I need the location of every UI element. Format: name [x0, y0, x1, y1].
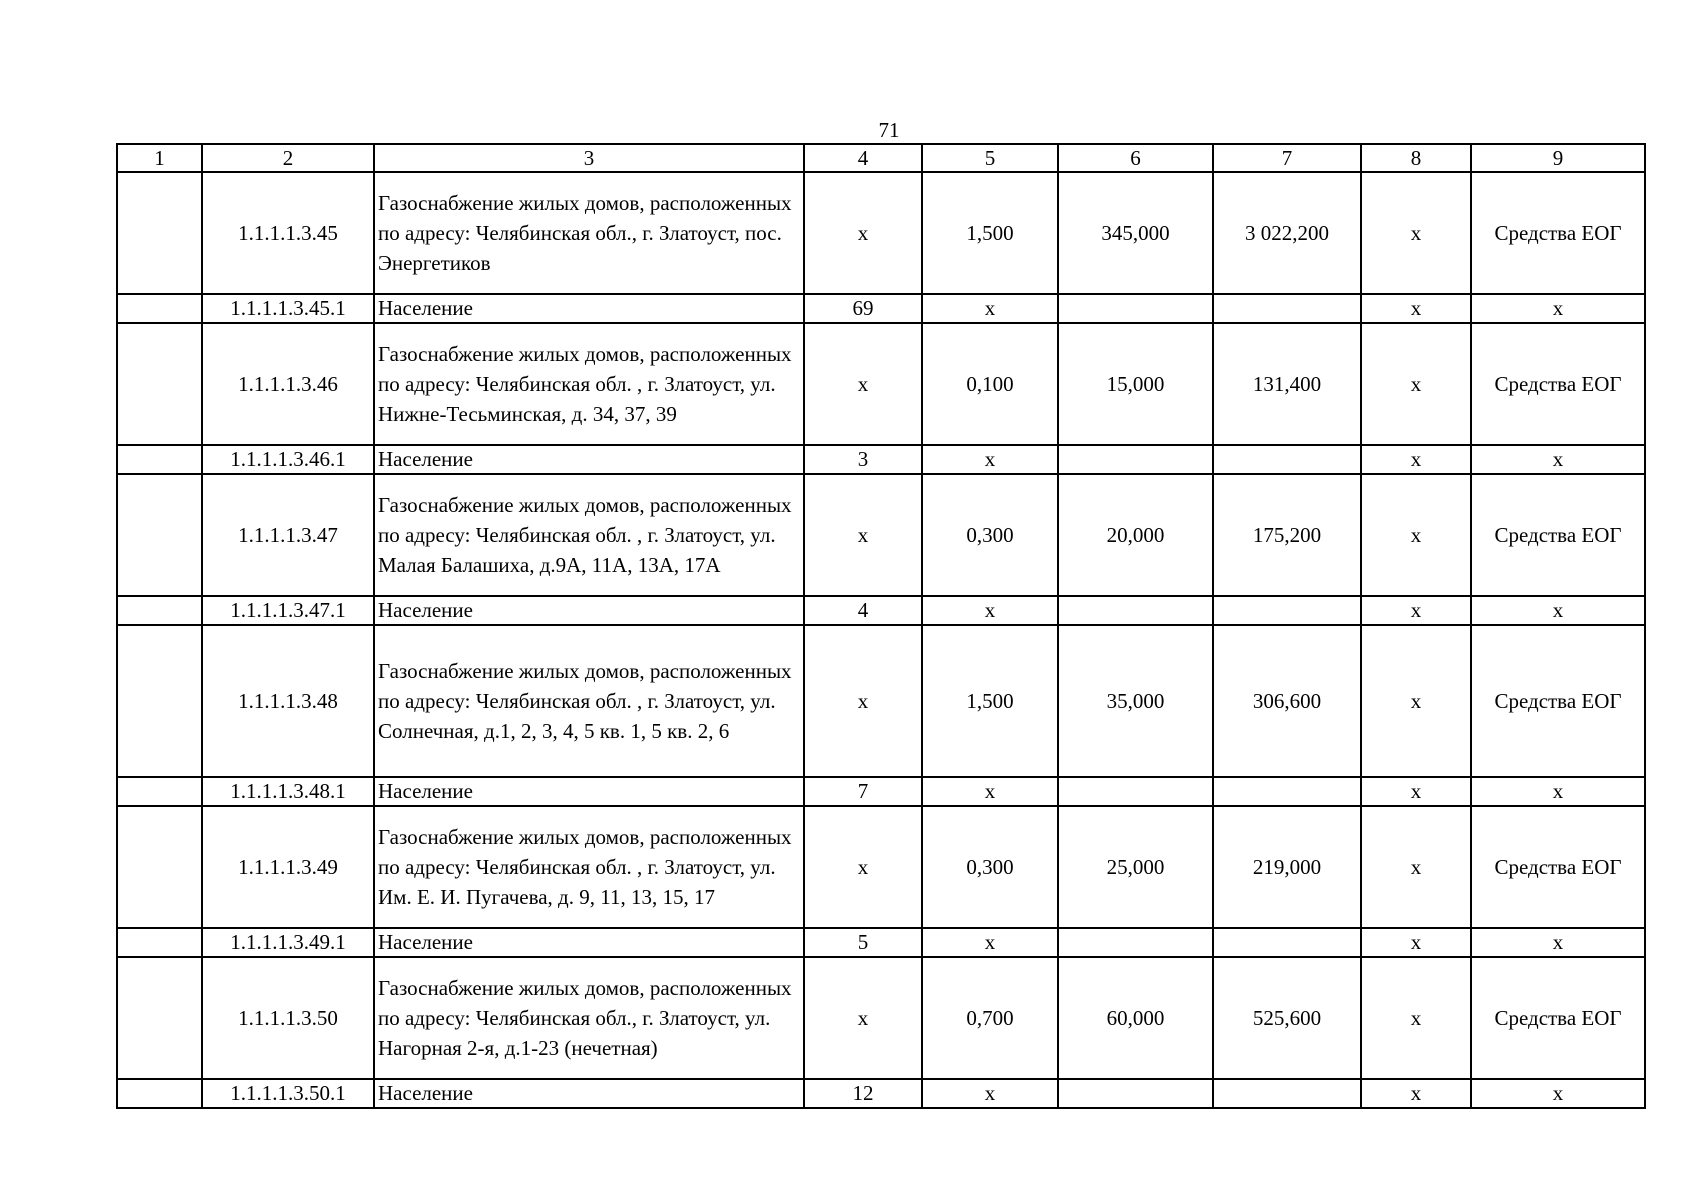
header-row [117, 144, 1645, 172]
cell-source: Средства ЕОГ [1471, 323, 1645, 445]
cell-col6 [1058, 1079, 1213, 1108]
table-row [117, 625, 1645, 777]
table-row [117, 474, 1645, 596]
cell-col8: х [1361, 445, 1471, 474]
cell-col4: 12 [804, 1079, 922, 1108]
cell-col1 [117, 957, 202, 1079]
cell-source: х [1471, 928, 1645, 957]
cell-col5: 0,300 [922, 806, 1058, 928]
cell-col8: х [1361, 323, 1471, 445]
cell-col7: 525,600 [1213, 957, 1361, 1079]
cell-source: Средства ЕОГ [1471, 957, 1645, 1079]
cell-code: 1.1.1.1.3.48.1 [202, 777, 374, 806]
cell-col7: 3 022,200 [1213, 172, 1361, 294]
cell-col4: 5 [804, 928, 922, 957]
cell-col1 [117, 1079, 202, 1108]
cell-col8: х [1361, 596, 1471, 625]
cell-col8: х [1361, 294, 1471, 323]
cell-col7 [1213, 1079, 1361, 1108]
table-row [117, 1079, 1645, 1108]
cell-col1 [117, 806, 202, 928]
cell-col8: х [1361, 806, 1471, 928]
cell-code: 1.1.1.1.3.48 [202, 625, 374, 777]
column-header: 1 [117, 144, 202, 172]
cell-source: Средства ЕОГ [1471, 172, 1645, 294]
cell-col6 [1058, 928, 1213, 957]
cell-col6 [1058, 294, 1213, 323]
column-header: 6 [1058, 144, 1213, 172]
cell-col6 [1058, 777, 1213, 806]
cell-description: Газоснабжение жилых домов, расположенных по адресу: Челябинская обл., г. Златоуст, ул. Нагорная 2-я, д.1-23 (нечетная) [374, 957, 804, 1079]
data-table [116, 143, 1646, 1109]
cell-col4: 69 [804, 294, 922, 323]
cell-col7 [1213, 777, 1361, 806]
cell-col4: х [804, 323, 922, 445]
cell-col7: 131,400 [1213, 323, 1361, 445]
cell-col8: х [1361, 957, 1471, 1079]
cell-col5: 1,500 [922, 172, 1058, 294]
cell-col5: х [922, 1079, 1058, 1108]
cell-col6: 35,000 [1058, 625, 1213, 777]
cell-col7 [1213, 928, 1361, 957]
cell-col8: х [1361, 777, 1471, 806]
cell-col1 [117, 474, 202, 596]
column-header: 3 [374, 144, 804, 172]
cell-col1 [117, 777, 202, 806]
cell-col4: х [804, 172, 922, 294]
cell-col1 [117, 323, 202, 445]
cell-source: Средства ЕОГ [1471, 806, 1645, 928]
cell-col6: 60,000 [1058, 957, 1213, 1079]
cell-description: Газоснабжение жилых домов, расположенных по адресу: Челябинская обл. , г. Златоуст, ул. Нижне-Тесьминская, д. 34, 37, 39 [374, 323, 804, 445]
cell-description: Газоснабжение жилых домов, расположенных по адресу: Челябинская обл. , г. Златоуст, ул. Солнечная, д.1, 2, 3, 4, 5 кв. 1, 5 кв. 2, 6 [374, 625, 804, 777]
cell-col6: 345,000 [1058, 172, 1213, 294]
cell-col4: 4 [804, 596, 922, 625]
cell-description: Газоснабжение жилых домов, расположенных по адресу: Челябинская обл., г. Златоуст, пос. Энергетиков [374, 172, 804, 294]
cell-col5: х [922, 445, 1058, 474]
cell-col5: х [922, 596, 1058, 625]
cell-source: х [1471, 1079, 1645, 1108]
cell-col7 [1213, 596, 1361, 625]
cell-source: х [1471, 445, 1645, 474]
table-row [117, 777, 1645, 806]
cell-code: 1.1.1.1.3.50.1 [202, 1079, 374, 1108]
cell-description: Газоснабжение жилых домов, расположенных по адресу: Челябинская обл. , г. Златоуст, ул. Малая Балашиха, д.9А, 11А, 13А, 17А [374, 474, 804, 596]
cell-code: 1.1.1.1.3.45 [202, 172, 374, 294]
cell-col8: х [1361, 625, 1471, 777]
cell-col6 [1058, 445, 1213, 474]
cell-source: х [1471, 596, 1645, 625]
cell-description: Газоснабжение жилых домов, расположенных по адресу: Челябинская обл. , г. Златоуст, ул. Им. Е. И. Пугачева, д. 9, 11, 13, 15, 17 [374, 806, 804, 928]
cell-col5: 0,700 [922, 957, 1058, 1079]
cell-col7: 175,200 [1213, 474, 1361, 596]
column-header: 7 [1213, 144, 1361, 172]
table-row [117, 294, 1645, 323]
page-number: 71 [878, 118, 900, 142]
cell-description: Население [374, 445, 804, 474]
cell-col1 [117, 172, 202, 294]
column-header: 2 [202, 144, 374, 172]
cell-col4: х [804, 806, 922, 928]
cell-description: Население [374, 928, 804, 957]
column-header: 4 [804, 144, 922, 172]
cell-col6 [1058, 596, 1213, 625]
cell-col8: х [1361, 172, 1471, 294]
cell-code: 1.1.1.1.3.47 [202, 474, 374, 596]
cell-col7: 306,600 [1213, 625, 1361, 777]
table-row [117, 323, 1645, 445]
cell-code: 1.1.1.1.3.49 [202, 806, 374, 928]
cell-col4: х [804, 625, 922, 777]
cell-col5: х [922, 928, 1058, 957]
cell-description: Население [374, 294, 804, 323]
cell-col6: 25,000 [1058, 806, 1213, 928]
table-row [117, 806, 1645, 928]
table-row [117, 445, 1645, 474]
cell-col4: х [804, 474, 922, 596]
cell-code: 1.1.1.1.3.46.1 [202, 445, 374, 474]
cell-source: х [1471, 294, 1645, 323]
column-header: 8 [1361, 144, 1471, 172]
cell-col8: х [1361, 928, 1471, 957]
cell-code: 1.1.1.1.3.45.1 [202, 294, 374, 323]
cell-col5: х [922, 777, 1058, 806]
cell-source: Средства ЕОГ [1471, 625, 1645, 777]
cell-col1 [117, 294, 202, 323]
cell-source: Средства ЕОГ [1471, 474, 1645, 596]
cell-description: Население [374, 777, 804, 806]
cell-code: 1.1.1.1.3.50 [202, 957, 374, 1079]
cell-col8: х [1361, 1079, 1471, 1108]
cell-col1 [117, 596, 202, 625]
cell-col5: х [922, 294, 1058, 323]
cell-col8: х [1361, 474, 1471, 596]
table-row [117, 928, 1645, 957]
cell-col4: 7 [804, 777, 922, 806]
cell-col7: 219,000 [1213, 806, 1361, 928]
table-row [117, 596, 1645, 625]
column-header: 5 [922, 144, 1058, 172]
cell-col4: 3 [804, 445, 922, 474]
cell-col6: 20,000 [1058, 474, 1213, 596]
cell-source: х [1471, 777, 1645, 806]
cell-col5: 0,100 [922, 323, 1058, 445]
cell-col5: 0,300 [922, 474, 1058, 596]
cell-col1 [117, 625, 202, 777]
cell-code: 1.1.1.1.3.47.1 [202, 596, 374, 625]
cell-col6: 15,000 [1058, 323, 1213, 445]
table-row [117, 172, 1645, 294]
cell-description: Население [374, 596, 804, 625]
cell-col5: 1,500 [922, 625, 1058, 777]
cell-col7 [1213, 445, 1361, 474]
column-header: 9 [1471, 144, 1645, 172]
table-row [117, 957, 1645, 1079]
cell-col1 [117, 445, 202, 474]
cell-col1 [117, 928, 202, 957]
cell-col4: х [804, 957, 922, 1079]
cell-code: 1.1.1.1.3.46 [202, 323, 374, 445]
cell-col7 [1213, 294, 1361, 323]
cell-description: Население [374, 1079, 804, 1108]
cell-code: 1.1.1.1.3.49.1 [202, 928, 374, 957]
